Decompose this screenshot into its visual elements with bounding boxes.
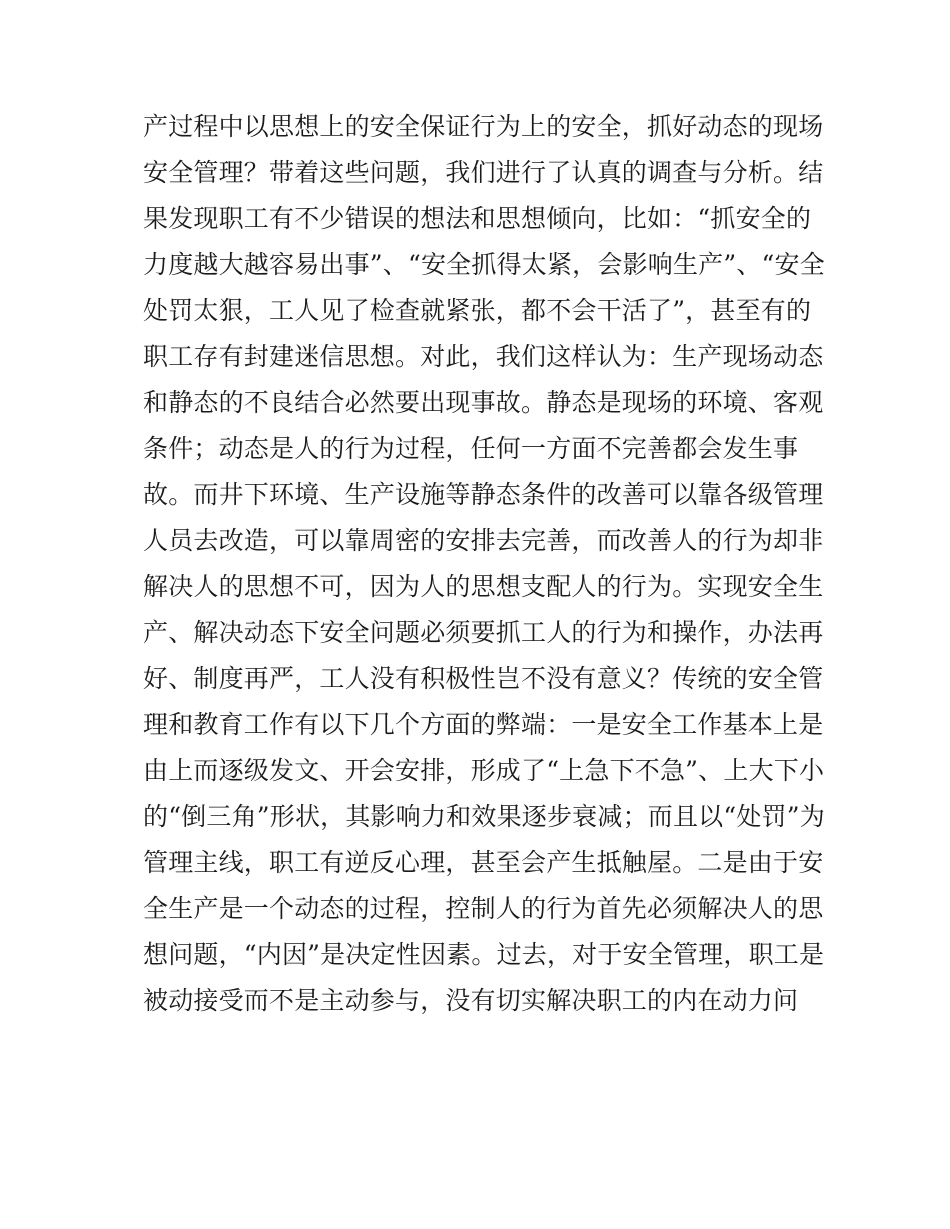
text-line: 和静态的不良结合必然要出现事故。静态是现场的环境、客观 [143, 388, 824, 417]
text-line: 被动接受而不是主动参与，没有切实解决职工的内在动力问 [143, 986, 799, 1015]
body-paragraph [143, 104, 823, 1024]
text-line: 想问题，“内因”是决定性因素。过去，对于安全管理，职工是 [143, 940, 825, 969]
text-line: 果发现职工有不少错误的想法和思想倾向，比如：“抓安全的 [143, 204, 812, 233]
text-line: 由上而逐级发文、开会安排，形成了“上急下不急”、上大下小 [143, 756, 825, 785]
text-line: 条件；动态是人的行为过程，任何一方面不完善都会发生事 [143, 434, 799, 463]
text-line: 安全管理？带着这些问题，我们进行了认真的调查与分析。结 [143, 158, 824, 187]
text-line: 职工存有封建迷信思想。对此，我们这样认为：生产现场动态 [143, 342, 824, 371]
text-line: 好、制度再严，工人没有积极性岂不没有意义？传统的安全管 [143, 664, 824, 693]
text-line: 管理主线，职工有逆反心理，甚至会产生抵触屋。二是由于安 [143, 848, 824, 877]
text-line: 的“倒三角”形状，其影响力和效果逐步衰减；而且以“处罚”为 [143, 802, 825, 831]
text-line: 全生产是一个动态的过程，控制人的行为首先必须解决人的思 [143, 894, 824, 923]
text-line: 力度越大越容易出事”、“安全抓得太紧，会影响生产”、“安全 [143, 250, 825, 279]
text-line: 解决人的思想不可，因为人的思想支配人的行为。实现安全生 [143, 572, 824, 601]
text-line: 处罚太狠，工人见了检查就紧张，都不会干活了”，甚至有的 [143, 296, 812, 325]
text-line: 人员去改造，可以靠周密的安排去完善，而改善人的行为却非 [143, 526, 824, 555]
text-line: 故。而井下环境、生产设施等静态条件的改善可以靠各级管理 [143, 480, 824, 509]
text-line: 产过程中以思想上的安全保证行为上的安全，抓好动态的现场 [143, 112, 824, 141]
text-line: 理和教育工作有以下几个方面的弊端：一是安全工作基本上是 [143, 710, 824, 739]
text-line: 产、解决动态下安全问题必须要抓工人的行为和操作，办法再 [143, 618, 824, 647]
